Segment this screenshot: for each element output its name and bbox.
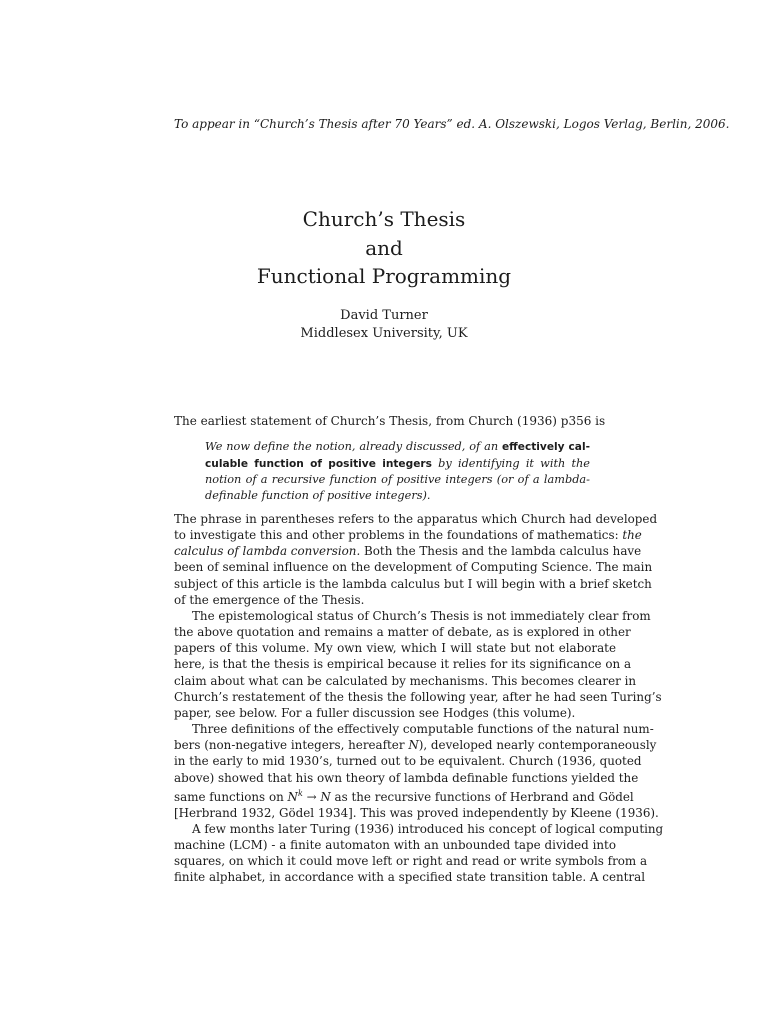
title-line-3: Functional Programming [256,264,512,288]
math-variable: N [320,789,331,804]
quote-line [205,488,590,504]
paragraph-line: [Herbrand 1932, Gödel 1934]. This was proved independently by Kleene (1936). [174,805,659,820]
paragraph-line: paper, see below. For a fuller discussion see Hodges (this volume). [174,705,576,720]
math-variable: N [408,738,419,753]
publication-note: To appear in “Church’s Thesis after 70 Years” ed. A. Olszewski, Logos Verlag, Berlin, 2006. [174,117,730,131]
paragraph-line: been of seminal influence on the development of Computing Science. The main [174,560,653,575]
math-arrow: → [302,789,321,804]
author-block [0,307,768,343]
paragraph-line: above) showed that his own theory of lambda definable functions yielded the [174,770,639,785]
paragraph-line: Three definitions of the effectively computable functions of the natural num- [192,722,654,737]
text-run: ), developed nearly contemporaneously [418,738,657,753]
math-superscript: k [297,788,303,798]
paragraph-line: the above quotation and remains a matter of debate, as is explored in other [174,625,631,640]
text-run: same functions on [174,789,288,804]
emphasis-text: the [622,528,642,543]
paragraph-line: Church’s restatement of the thesis the following year, after he had seen Turing’s [174,689,662,704]
paper-title [0,205,768,291]
paragraph-line: of the emergence of the Thesis. [174,592,365,607]
quote-line [205,456,590,473]
paragraph-line: The epistemological status of Church’s Thesis is not immediately clear from [192,608,651,623]
quote-text: definable function of positive integers). [205,488,431,502]
quote-bold-text: culable function of positive integers [205,457,432,470]
quote-text: notion of a recursive function of positive integers (or of a lambda- [205,473,590,487]
title-line-1: Church’s Thesis [302,207,466,231]
church-quote [205,439,590,503]
paragraph-line: in the early to mid 1930’s, turned out to be equivalent. Church (1936, quoted [174,754,642,769]
title-line-2: and [365,235,403,260]
math-variable: N [287,789,298,804]
paragraph-line: papers of this volume. My own view, which I will state but not elaborate [174,641,616,656]
paragraph-line: subject of this article is the lambda calculus but I will begin with a brief sketch [174,576,652,591]
intro-sentence: The earliest statement of Church’s Thesis, from Church (1936) p356 is [174,414,606,428]
quote-line [205,439,590,456]
text-run: to investigate this and other problems in the foundations of mathematics: [174,528,623,543]
paragraph-line [174,737,657,753]
quote-text: by identifying it with the [431,456,590,470]
body-text [174,511,664,886]
paragraph-line [174,786,634,805]
author-name: David Turner [340,308,428,323]
paragraph-line: claim about what can be calculated by mechanisms. This becomes clearer in [174,673,637,688]
paragraph-line: here, is that the thesis is empirical because it relies for its significance on a [174,657,632,672]
quote-bold-text: effectively cal- [502,441,590,453]
quote-line [205,472,590,488]
text-run: bers (non-negative integers, hereafter [174,738,409,753]
paragraph-line: squares, on which it could move left or right and read or write symbols from a [174,854,648,869]
paragraph-line: The phrase in parentheses refers to the apparatus which Church had developed [174,512,658,526]
text-run: as the recursive functions of Herbrand and Gödel [330,789,634,804]
paragraph-line [174,527,642,543]
paragraph-line: A few months later Turing (1936) introduced his concept of logical computing [192,821,664,836]
emphasis-text: calculus of lambda conversion. [174,544,361,559]
quote-text: We now define the notion, already discussed, of an [205,440,502,453]
author-affiliation: Middlesex University, UK [300,326,468,341]
paragraph-line: machine (LCM) - a finite automaton with an unbounded tape divided into [174,838,616,853]
text-run: Both the Thesis and the lambda calculus have [360,544,642,559]
paragraph-line: finite alphabet, in accordance with a specified state transition table. A central [174,870,645,885]
paragraph-line [174,543,642,559]
